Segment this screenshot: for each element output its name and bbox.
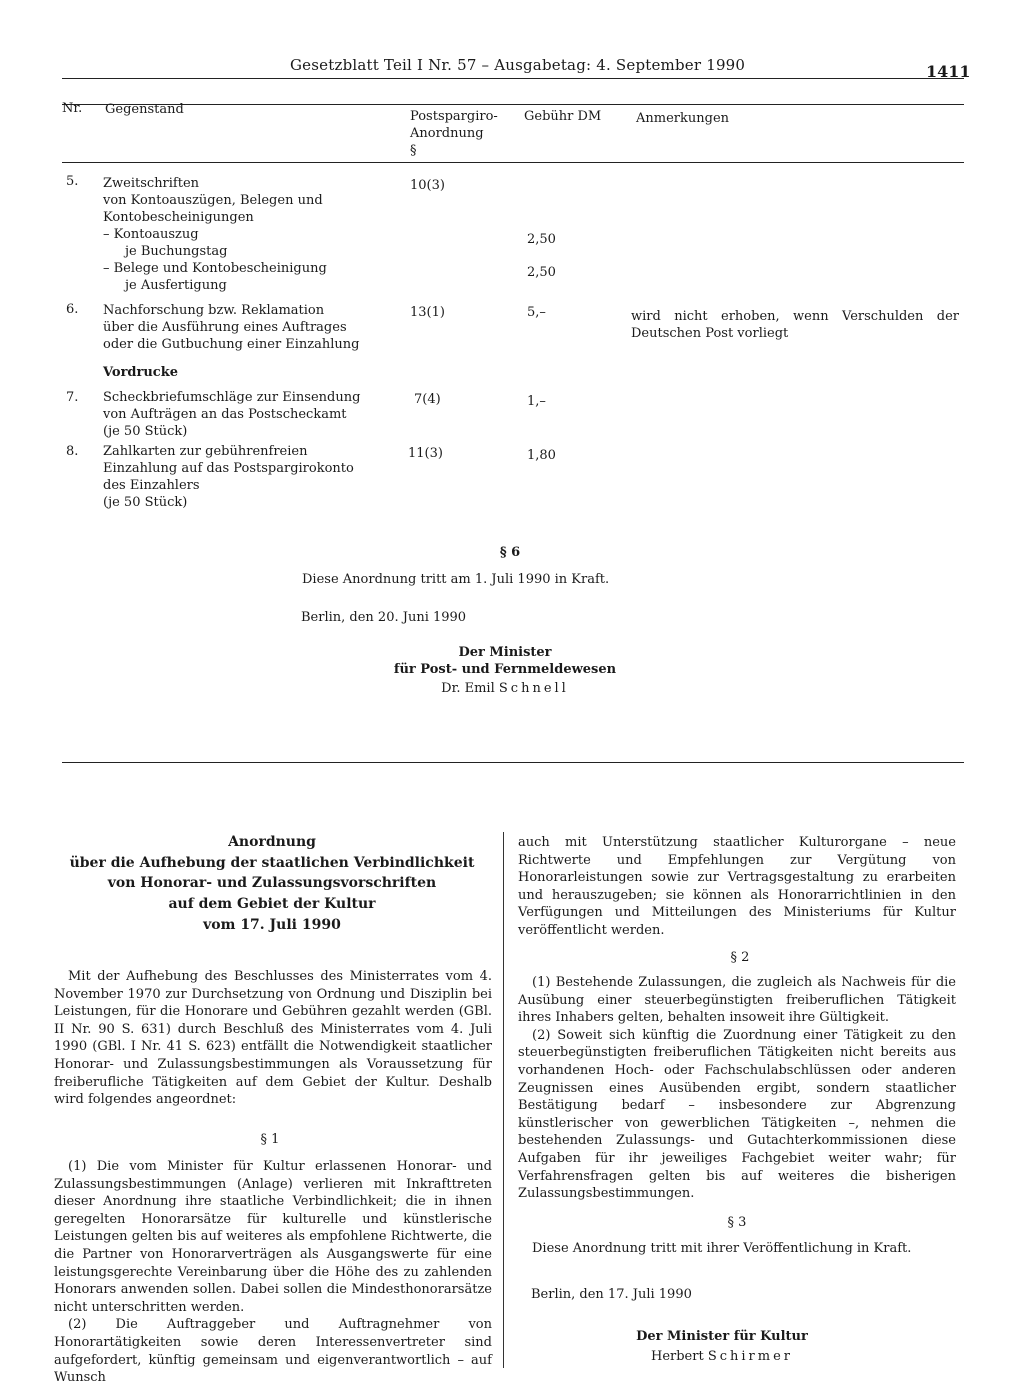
row-subject: Scheckbriefumschläge zur Einsendung von Aufträgen an das Postscheckamt (je 50 Stück) xyxy=(103,390,361,439)
row-note: wird nicht erhoben, wenn Verschulden der Deutschen Post vorliegt xyxy=(631,309,959,341)
row-fee: 2,50 xyxy=(527,265,556,280)
section-mark-3: § 3 xyxy=(727,1215,747,1230)
row-nr: 8. xyxy=(66,444,79,459)
section-1-continued: auch mit Unterstützung staatlicher Kulturorgane – neue Richtwerte und Empfehlungen zur Vergütung von Honorarleistungen sowie zur Vertragsgestaltung zu erarbeiten und herauszugeben; sie können als Honorarrichtlinien in den Verfügungen und Mitteilungen des Ministeriums für Kultur veröffentlicht werden. xyxy=(518,835,956,938)
place-date: Berlin, den 20. Juni 1990 xyxy=(301,610,467,625)
row-subject: Nachforschung bzw. Reklamation über die Ausführung eines Auftrages oder die Gutbuchung einer Einzahlung xyxy=(103,303,360,352)
row-nr: 6. xyxy=(66,302,79,317)
section-mark-1: § 1 xyxy=(260,1132,280,1147)
section-divider xyxy=(62,762,964,763)
signer-name: Dr. Emil Schnell xyxy=(441,681,569,696)
col-header-anordnung: Postspargiro- Anordnung § xyxy=(410,109,498,158)
section-mark-2: § 2 xyxy=(730,950,750,965)
signer-title: Der Minister xyxy=(458,645,552,660)
signer-name-2: Herbert Schirmer xyxy=(650,1349,793,1364)
row-fee: 2,50 xyxy=(527,232,556,247)
row-nr: 7. xyxy=(66,390,79,405)
row-fee: 5,– xyxy=(527,305,546,320)
row-section: 11(3) xyxy=(408,446,443,461)
col-header-anmerkungen: Anmerkungen xyxy=(636,111,730,126)
preamble: Mit der Aufhebung des Beschlusses des Ministerrates vom 4. November 1970 zur Durchsetzung von Ordnung und Disziplin bei Leistungen, für die Honorare und Gebühren gezahlt werden (GBl. II Nr. 90 S. 631) durch Beschluß des Ministerrates vom 4. Juli 1990 (GBl. I Nr. 41 S. 623) entfällt die Notwendigkeit staatlicher Honorar- und Zulassungsbestimmungen als Voraussetzung für freiberufliche Tätigkeiten auf dem Gebiet der Kultur. Deshalb wird folgendes angeordnet: xyxy=(54,969,492,1108)
col-header-gebuehr: Gebühr DM xyxy=(524,109,602,124)
section-3-text: Diese Anordnung tritt mit ihrer Veröffentlichung in Kraft. xyxy=(532,1241,912,1256)
column-divider xyxy=(503,832,504,1368)
row-nr: 5. xyxy=(66,174,79,189)
effective-date-text: Diese Anordnung tritt am 1. Juli 1990 in Kraft. xyxy=(302,572,610,587)
section-2-paragraphs: (1) Bestehende Zulassungen, die zugleich als Nachweis für die Ausübung einer steuerbegünstigten freiberuflichen Tätigkeit ihres Inhabers gelten, behalten insoweit ihre Gültigkeit. (2) Soweit sich künftig die Zuordnung einer Tätigkeit zu den steuerbegünstigten freiberuflichen Tätigkeiten nicht bereits aus vorhandenen Hoch- oder Fachschulabschlüssen oder anderen Zeugnissen eines Ausübenden ergibt, sondern staatlicher Bestätigung bedarf – insbesondere zur Abgrenzung künstlerischer von gewerblichen Tätigkeiten –, nehmen die bestehenden Zulassungs- und Gutachterkommissionen diese Aufgaben für ihr jeweiliges Fachgebiet weiter wahr; für Verfahrensfragen gelten bis auf weiteres die bisherigen Zulassungsbestimmungen. xyxy=(518,975,956,1202)
col-header-nr: Nr. xyxy=(62,101,83,116)
col-header-gegenstand: Gegenstand xyxy=(105,102,184,117)
page-header-title: Gesetzblatt Teil I Nr. 57 – Ausgabetag: 4. September 1990 xyxy=(290,56,746,74)
row-fee: 1,– xyxy=(527,394,546,409)
row-fee: 1,80 xyxy=(527,448,556,463)
section-1-paragraphs: (1) Die vom Minister für Kultur erlassenen Honorar- und Zulassungsbestimmungen (Anlage) verlieren mit Inkrafttreten dieser Anordnung ihre staatliche Verbindlichkeit; die in ihnen geregelten Honorarsätze für kulturelle und künstlerische Leistungen gelten bis auf weiteres als empfohlene Richtwerte, die die Partner von Honorarverträgen als Ausgangswerte für eine leistungsgerechte Vereinbarung über die Höhe des zu zahlenden Honorars anwenden sollen. Dabei sollen die Mindesthonorarsätze nicht unterschritten werden. (2) Die Auftraggeber und Auftragnehmer von Honorartätigkeiten sowie deren Interessenvertreter sind aufgefordert, künftig gemeinsam und eigenverantwortlich – auf Wunsch xyxy=(54,1159,492,1386)
header-rule xyxy=(62,78,964,79)
page-number: 1411 xyxy=(926,62,971,81)
signer-title: für Post- und Fernmeldewesen xyxy=(393,662,617,677)
table-header-rule xyxy=(62,162,964,163)
document-title: Anordnung über die Aufhebung der staatlichen Verbindlichkeit von Honorar- und Zulassungsvorschriften auf dem Gebiet der Kultur vom 17. Juli 1990 xyxy=(69,834,475,933)
row-subject: Zahlkarten zur gebührenfreien Einzahlung auf das Postspargirokonto des Einzahlers (je 50 Stück) xyxy=(103,444,354,510)
table-top-rule xyxy=(62,104,964,105)
place-date-2: Berlin, den 17. Juli 1990 xyxy=(531,1287,692,1302)
row-subject: Zweitschriften von Kontoauszügen, Belegen und Kontobescheinigungen – Kontoauszug je Buchungstag – Belege und Kontobescheinigung je Ausfertigung xyxy=(103,176,327,293)
row-section: 13(1) xyxy=(410,305,445,320)
section-mark-6: § 6 xyxy=(499,545,521,560)
table-subheading: Vordrucke xyxy=(103,365,178,380)
row-section: 7(4) xyxy=(414,392,441,407)
row-section: 10(3) xyxy=(410,178,445,193)
signer-title-2: Der Minister für Kultur xyxy=(636,1329,808,1344)
